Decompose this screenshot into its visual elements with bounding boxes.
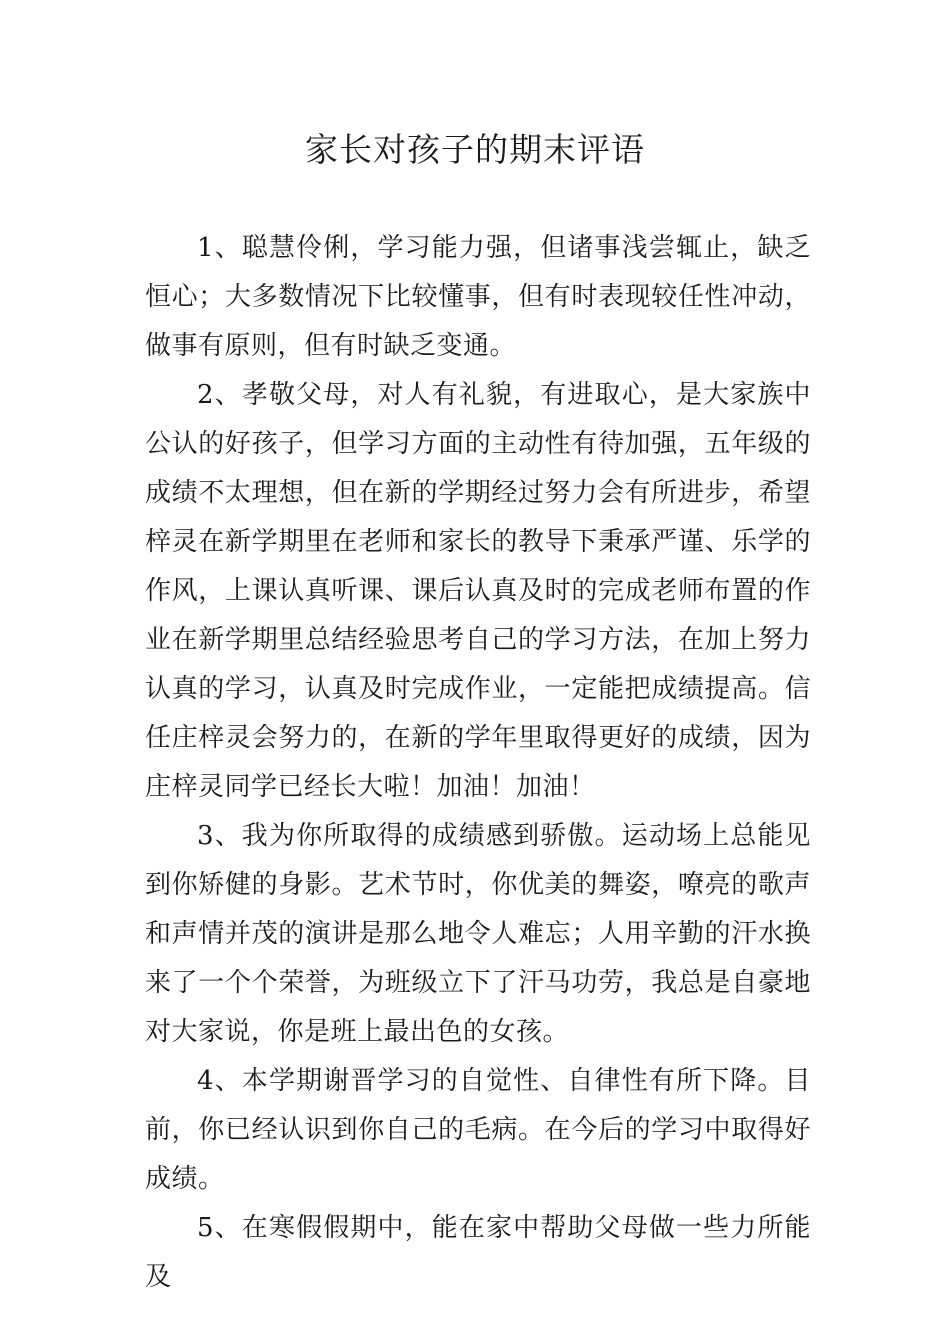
- document-title: 家长对孩子的期末评语: [305, 130, 645, 169]
- document-body: [145, 224, 811, 1302]
- paragraph-2: 2、孝敬父母，对人有礼貌，有进取心，是大家族中公认的好孩子，但学习方面的主动性有待加强，五年级的成绩不太理想，但在新的学期经过努力会有所进步，希望梓灵在新学期里在老师和家长的教导下秉承严谨、乐学的作风，上课认真听课、课后认真及时的完成老师布置的作业在新学期里总结经验思考自己的学习方法，在加上努力认真的学习，认真及时完成作业，一定能把成绩提高。信任庄梓灵会努力的，在新的学年里取得更好的成绩，因为庄梓灵同学已经长大啦！加油！加油！: [145, 380, 811, 802]
- paragraph-1: 1、聪慧伶俐，学习能力强，但诸事浅尝辄止，缺乏恒心；大多数情况下比较懂事，但有时表现较任性冲动，做事有原则，但有时缺乏变通。: [145, 233, 811, 361]
- paragraph-4: 4、本学期谢晋学习的自觉性、自律性有所下降。目前，你已经认识到你自己的毛病。在今后的学习中取得好成绩。: [145, 1066, 811, 1194]
- paragraph-3: 3、我为你所取得的成绩感到骄傲。运动场上总能见到你矫健的身影。艺术节时，你优美的舞姿，嘹亮的歌声和声情并茂的演讲是那么地令人难忘；人用辛勤的汗水换来了一个个荣誉，为班级立下了汗马功劳，我总是自豪地对大家说，你是班上最出色的女孩。: [145, 821, 811, 1047]
- paragraph-5: 5、在寒假假期中，能在家中帮助父母做一些力所能及: [145, 1213, 811, 1292]
